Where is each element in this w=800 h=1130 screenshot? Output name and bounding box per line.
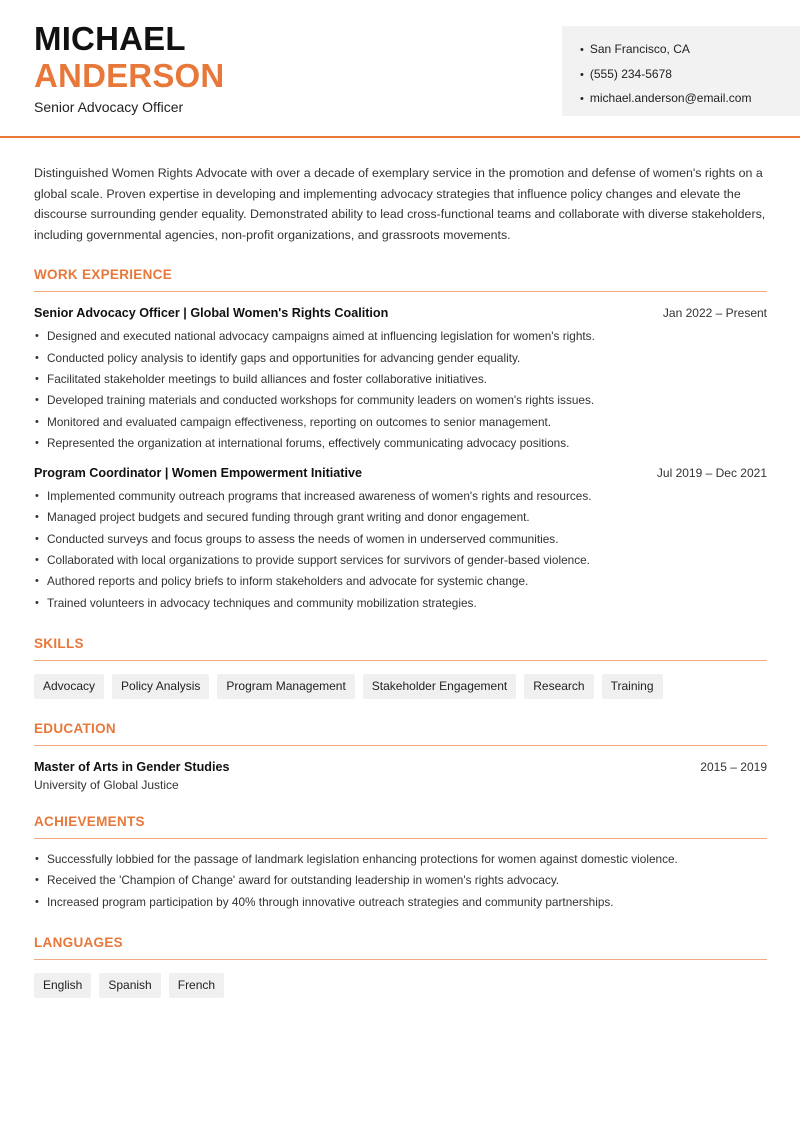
section-title-languages: LANGUAGES xyxy=(34,935,767,960)
bullet-item: • Trained volunteers in advocacy techniques and community mobilization strategies. xyxy=(34,593,767,614)
skill-tag: Policy Analysis xyxy=(112,674,209,699)
language-tag: English xyxy=(34,973,91,998)
bullet-item: • Designed and executed national advocacy campaigns aimed at influencing legislation for women's rights. xyxy=(34,326,767,347)
resume-header xyxy=(0,0,800,138)
skills-tags xyxy=(34,674,767,699)
bullet-item: • Conducted surveys and focus groups to assess the needs of women in underserved communities. xyxy=(34,529,767,550)
job-dates: Jan 2022 – Present xyxy=(662,306,767,321)
school-name: University of Global Justice xyxy=(34,777,179,792)
job-dates: Jul 2019 – Dec 2021 xyxy=(656,466,767,481)
bullet-item: • Represented the organization at international forums, effectively communicating advocacy positions. xyxy=(34,433,767,454)
section-title-achievements: ACHIEVEMENTS xyxy=(34,814,767,839)
contact-email[interactable]: • michael.anderson@email.com xyxy=(580,87,800,112)
job-bullets xyxy=(34,486,767,614)
first-name: MICHAEL xyxy=(34,20,186,57)
skill-tag: Stakeholder Engagement xyxy=(363,674,516,699)
achievement-list xyxy=(34,849,767,913)
contact-location: • San Francisco, CA xyxy=(580,38,800,63)
bullet-item: • Collaborated with local organizations to provide support services for survivors of gender-based violence. xyxy=(34,550,767,571)
skill-tag: Training xyxy=(602,674,663,699)
achievement-item: • Increased program participation by 40% through innovative outreach strategies and community partnerships. xyxy=(34,892,767,913)
achievements-section xyxy=(34,814,767,913)
job-header xyxy=(34,306,767,320)
education-header xyxy=(34,760,767,774)
education-entry xyxy=(34,760,767,792)
section-title-education: EDUCATION xyxy=(34,721,767,746)
achievement-item: • Received the 'Champion of Change' award for outstanding leadership in women's rights advocacy. xyxy=(34,870,767,891)
job-entry xyxy=(34,466,767,614)
skill-tag: Advocacy xyxy=(34,674,104,699)
candidate-name xyxy=(34,22,224,93)
bullet-item: • Authored reports and policy briefs to inform stakeholders and advocate for systemic change. xyxy=(34,571,767,592)
language-tags xyxy=(34,973,767,998)
section-title-skills: SKILLS xyxy=(34,636,767,661)
job-entry xyxy=(34,306,767,454)
bullet-item: • Developed training materials and conducted workshops for community leaders on women's rights issues. xyxy=(34,390,767,411)
job-role: Senior Advocacy Officer | Global Women's Rights Coalition xyxy=(34,306,389,321)
language-tag: French xyxy=(169,973,224,998)
contact-box xyxy=(562,26,800,116)
skills-section xyxy=(34,636,767,699)
education-dates: 2015 – 2019 xyxy=(700,759,767,774)
resume-body xyxy=(34,163,767,998)
professional-summary: Distinguished Women Rights Advocate with over a decade of exemplary service in the promotion and defense of women's rights on a global scale. Proven expertise in developing and implementing advocacy strategies that influence policy changes and elevate the discourse surrounding gender equality. Demonstrated ability to lead cross-functional teams and collaborate with diverse stakeholders, including governmental agencies, non-profit organizations, and grassroots movements. xyxy=(34,166,766,242)
bullet-item: • Implemented community outreach programs that increased awareness of women's rights and resources. xyxy=(34,486,767,507)
contact-phone[interactable]: • (555) 234-5678 xyxy=(580,63,800,88)
education-section xyxy=(34,721,767,792)
languages-section xyxy=(34,935,767,998)
skill-tag: Research xyxy=(524,674,593,699)
degree-name: Master of Arts in Gender Studies xyxy=(34,759,230,774)
bullet-item: • Monitored and evaluated campaign effectiveness, reporting on outcomes to senior management. xyxy=(34,412,767,433)
section-title-experience: WORK EXPERIENCE xyxy=(34,267,767,292)
job-role: Program Coordinator | Women Empowerment Initiative xyxy=(34,466,362,481)
bullet-item: • Managed project budgets and secured funding through grant writing and donor engagement. xyxy=(34,507,767,528)
skill-tag: Program Management xyxy=(217,674,354,699)
language-tag: Spanish xyxy=(99,973,160,998)
achievement-item: • Successfully lobbied for the passage of landmark legislation enhancing protections for women against domestic violence. xyxy=(34,849,767,870)
bullet-item: • Conducted policy analysis to identify gaps and opportunities for advancing gender equality. xyxy=(34,348,767,369)
work-experience-section xyxy=(34,267,767,614)
bullet-item: • Facilitated stakeholder meetings to build alliances and foster collaborative initiatives. xyxy=(34,369,767,390)
contact-list xyxy=(562,26,800,112)
job-header xyxy=(34,466,767,480)
job-bullets xyxy=(34,326,767,454)
last-name: ANDERSON xyxy=(34,57,225,94)
candidate-title: Senior Advocacy Officer xyxy=(34,99,184,115)
